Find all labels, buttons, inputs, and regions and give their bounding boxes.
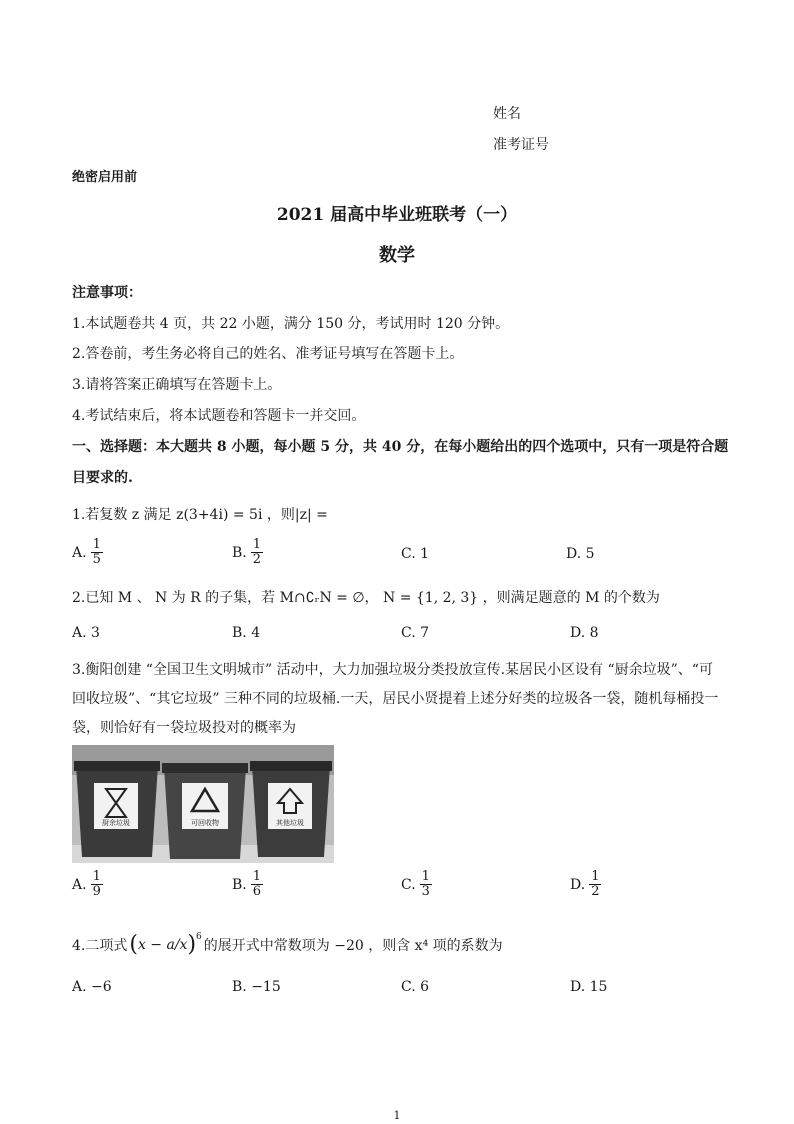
option-label: C. bbox=[401, 625, 416, 641]
question-2-option-d bbox=[570, 625, 599, 641]
option-label: C. bbox=[401, 979, 416, 995]
question-4-prefix: 4.二项式 bbox=[72, 937, 128, 954]
numerator: 1 bbox=[92, 869, 101, 884]
option-value: 5 bbox=[585, 546, 595, 562]
numerator: 1 bbox=[252, 869, 262, 884]
question-3-option-c bbox=[401, 870, 432, 899]
option-label: D. bbox=[570, 979, 586, 995]
question-1-stem: 1.若复数 z 满足 z(3+4i) = 5i ，则|z| = bbox=[72, 507, 328, 523]
notice-item: 2.答卷前，考生务必将自己的姓名、准考证号填写在答题卡上。 bbox=[72, 346, 464, 362]
option-value: 1 bbox=[420, 546, 430, 562]
denominator: 9 bbox=[92, 884, 101, 899]
name-label: 姓名 bbox=[493, 106, 521, 122]
option-label: A. bbox=[72, 544, 87, 561]
left-paren: ( bbox=[129, 932, 138, 957]
bin-label-kitchen: 厨余垃圾 bbox=[102, 819, 130, 827]
question-2-option-b bbox=[232, 625, 260, 641]
denominator: 3 bbox=[421, 884, 430, 899]
option-label: C. bbox=[401, 546, 416, 562]
numerator: 1 bbox=[591, 869, 600, 884]
denominator: 6 bbox=[252, 884, 262, 899]
question-4-option-a bbox=[72, 979, 112, 995]
option-label: A. bbox=[72, 625, 87, 641]
page-number: 1 bbox=[393, 1109, 401, 1122]
exam-id-label: 准考证号 bbox=[493, 137, 549, 153]
question-1-option-c bbox=[401, 546, 429, 562]
question-3-stem-line: 回收垃圾”、“其它垃圾” 三种不同的垃圾桶.一天，居民小贤提着上述分好类的垃圾各一袋，随机每桶投一 bbox=[72, 691, 719, 707]
bin-label-recyclable: 可回收物 bbox=[191, 819, 219, 827]
question-2-stem: 2.已知 M 、 N 为 R 的子集，若 M∩∁ᵣN = ∅， N = {1, 2, 3} ，则满足题意的 M 的个数为 bbox=[72, 590, 660, 606]
option-label: D. bbox=[570, 625, 586, 641]
option-value: 4 bbox=[251, 625, 261, 641]
option-label: C. bbox=[401, 876, 416, 893]
option-label: D. bbox=[570, 876, 586, 893]
option-label: A. bbox=[72, 979, 87, 995]
question-4-option-d bbox=[570, 979, 607, 995]
notice-heading: 注意事项： bbox=[72, 285, 142, 301]
question-2-option-c bbox=[401, 625, 429, 641]
option-label: D. bbox=[566, 546, 582, 562]
question-4-suffix: 的展开式中常数项为 −20 ，则含 x⁴ 项的系数为 bbox=[203, 937, 503, 954]
question-3-option-b bbox=[232, 870, 263, 899]
denominator: 5 bbox=[92, 552, 101, 567]
question-3-option-a bbox=[72, 870, 103, 899]
section-heading: 一、选择题：本大题共 8 小题，每小题 5 分，共 40 分，在每小题给出的四个选项中，只有一项是符合题 bbox=[72, 439, 729, 455]
binomial-expression: x − a/x bbox=[137, 936, 188, 953]
option-value: 3 bbox=[91, 625, 100, 641]
option-fraction bbox=[91, 538, 103, 567]
option-value: −6 bbox=[91, 979, 112, 995]
denominator: 2 bbox=[591, 884, 600, 899]
option-value: 6 bbox=[420, 979, 430, 995]
denominator: 2 bbox=[252, 552, 262, 567]
option-value: 15 bbox=[589, 979, 608, 995]
numerator: 1 bbox=[421, 869, 430, 884]
question-2-option-a bbox=[72, 625, 100, 641]
option-label: A. bbox=[72, 876, 87, 893]
question-4-option-b bbox=[232, 979, 281, 995]
right-paren: ) bbox=[187, 932, 197, 957]
notice-item: 4.考试结束后，将本试题卷和答题卡一并交回。 bbox=[72, 408, 366, 424]
option-label: B. bbox=[232, 876, 247, 893]
option-label: B. bbox=[232, 625, 247, 641]
option-value: 8 bbox=[589, 625, 599, 641]
confidential-mark: 绝密启用前 bbox=[72, 170, 138, 185]
garbage-bins-photo bbox=[72, 745, 334, 863]
question-4-option-c bbox=[401, 979, 429, 995]
option-fraction bbox=[251, 870, 263, 899]
question-3-stem-line: 袋，则恰好有一袋垃圾投对的概率为 bbox=[72, 720, 296, 736]
question-1-option-b bbox=[232, 538, 263, 567]
option-fraction bbox=[589, 870, 601, 899]
notice-item: 1.本试题卷共 4 页，共 22 小题，满分 150 分，考试用时 120 分钟。 bbox=[72, 316, 510, 332]
question-1-option-d bbox=[566, 546, 595, 562]
option-label: B. bbox=[232, 979, 247, 995]
option-label: B. bbox=[232, 544, 247, 561]
option-value: 7 bbox=[420, 625, 430, 641]
numerator: 1 bbox=[252, 537, 262, 552]
option-fraction bbox=[91, 870, 103, 899]
section-heading-cont: 目要求的. bbox=[72, 470, 133, 486]
option-value: −15 bbox=[251, 979, 281, 995]
subject-title: 数学 bbox=[379, 245, 415, 266]
question-3-option-d bbox=[570, 870, 601, 899]
bin-label-other: 其他垃圾 bbox=[276, 819, 304, 827]
exam-title: 2021 届高中毕业班联考（一） bbox=[276, 205, 518, 225]
option-fraction bbox=[251, 538, 263, 567]
notice-item: 3.请将答案正确填写在答题卡上。 bbox=[72, 377, 282, 393]
question-3-stem-line: 3.衡阳创建 “全国卫生文明城市” 活动中，大力加强垃圾分类投放宣传.某居民小区设有 “厨余垃圾”、“可 bbox=[72, 662, 713, 678]
option-fraction bbox=[420, 870, 432, 899]
binomial-exponent: 6 bbox=[196, 932, 202, 942]
numerator: 1 bbox=[92, 537, 101, 552]
question-1-option-a bbox=[72, 538, 103, 567]
question-4-stem bbox=[72, 932, 503, 957]
